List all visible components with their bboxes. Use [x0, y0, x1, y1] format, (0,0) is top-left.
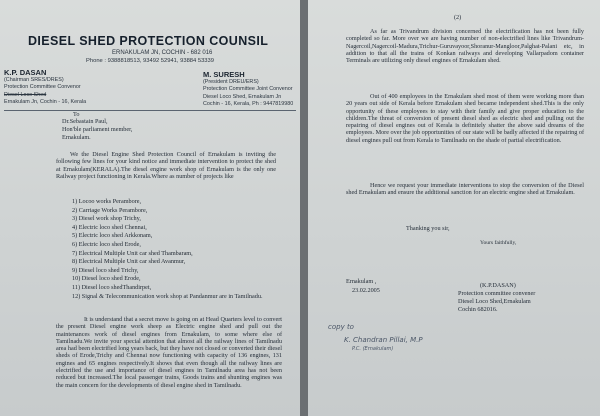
left-contact-block — [4, 68, 86, 107]
letterhead-phone: Phone : 9388818513, 93492 52941, 93884 53339 — [86, 58, 214, 64]
left-contact-line3: Ernakulam Jn, Cochin - 16, Kerala — [4, 99, 87, 106]
intro-paragraph: We the Diesel Engine Shed Protection Council of Ernakulam is inviting the following few lines for your kind notice and immediate intervention to protect the shed at Ernakulam(KERALA).The diesel engine work shop of Ernakulam is the only one Railway project functioning in Kerala.Where as number of projects like — [56, 151, 276, 180]
date-line: 23.02.2005 — [352, 287, 380, 294]
signatory-line2: Diesel Loco Shed,Ernakulam — [458, 298, 531, 305]
electrification-paragraph: As far as Trivandrum division concerned the electrification has not been fully completed so far. More over we are having number of non-electrified lines like Trivandrum-Nagercoil,Nagercoil-Madura,Trichur-Guruvayoor,Shoranur-Mangloor,Palghat-Palani etc, in addition to that all the trains of Konkan railways and developing Vallarpadom container Terminals are utilizing only diesel engines of Ernakulam shed. — [346, 28, 584, 64]
employees-paragraph: Out of 400 employees in the Ernakulam shed most of them were working more than 20 years out side of Kerala before Ernakulam shed became independent shed.This is the only opportunity of these employees to stay with their family and give proper education to the children.The threat of conversion of present diesel shed as electric shed and pulling out the repairing of diesel engines out of Kerala is definitely shatter the above said dreams of the employees. More over the job opportunities of our state will be badly affected if the repairing of diesel engines pull out from Kerala to Tamilnadu on the shade of partial electrification. — [346, 93, 584, 144]
letterhead-title: DIESEL SHED PROTECTION COUNSIL — [28, 34, 269, 48]
page-number: (2) — [454, 14, 462, 21]
list-item: 4) Electric loco shed Chennai, — [72, 223, 147, 231]
list-item: 11) Diesel loco shedThandirpet, — [72, 283, 152, 291]
recipient-title: Hon'ble parliament member, — [62, 126, 133, 133]
right-contact-line2: Diesel Loco Shed, Ernakulam Jn — [203, 93, 282, 100]
letterhead-divider — [4, 110, 296, 111]
salutation-to: To — [73, 111, 80, 118]
right-contact-line3: Cochin - 16, Kerala, Ph : 9447819980 — [203, 101, 294, 108]
list-item: 6) Electric loco shed Erode, — [72, 240, 141, 248]
signatory-name: (K.P.DASAN) — [480, 282, 516, 289]
thanks-line: Thanking you sir, — [406, 225, 450, 232]
signatory-line3: Cochin 682016. — [458, 306, 498, 313]
copy-to-note: copy to — [328, 323, 354, 331]
list-item: 9) Diesel loco shed Trichy, — [72, 266, 139, 274]
copy-to-name: K. Chandran Pillai, M.P — [344, 336, 423, 344]
letter-page-2 — [308, 0, 600, 416]
list-item: 7) Electrical Multiple Unit car shed Thambaram, — [72, 249, 193, 257]
copy-to-sub: P.C. (Ernakulam) — [352, 346, 394, 352]
right-contact-block — [203, 70, 293, 109]
list-item: 3) Diesel work shop Trichy, — [72, 215, 141, 223]
right-contact-role: (President DREU/ERS) — [203, 79, 259, 85]
list-item: 12) Signal & Telecommunication work shop at Pandanmur are in Tamilnadu. — [72, 293, 263, 300]
list-item: 5) Electric loco shed Arkkonam, — [72, 232, 153, 240]
request-paragraph: Hence we request your immediate interventions to stop the conversion of the Diesel shed Ernakulam and ensure the additional sanction for an electric engine shed at Ernakulam. — [346, 182, 584, 197]
right-contact-line1: Protection Committee Joint Convenor — [203, 86, 293, 93]
left-contact-line2: Diesel Loco Shed — [4, 91, 47, 98]
signatory-line1: Protection committee convener — [458, 290, 536, 297]
letterhead-address: ERNAKULAM JN, COCHIN - 682 016 — [112, 50, 213, 56]
left-contact-name: K.P. DASAN — [4, 68, 47, 77]
list-item: 8) Electrical Multiple Unit car shed Avanmur, — [72, 258, 186, 266]
closing-line: Yours faithfully, — [480, 240, 517, 246]
list-item: 10) Diesel loco shed Erode, — [72, 275, 141, 283]
left-contact-role: (Chairman SRES/DRES) — [4, 77, 64, 83]
recipient-name: Dr.Sebastain Paul, — [62, 118, 108, 125]
recipient-place: Ernakulam. — [62, 134, 91, 141]
left-contact-line1: Protection Committee Convenor — [4, 84, 81, 91]
place-line: Ernakulam , — [346, 278, 377, 285]
conversion-paragraph: It is understand that a secret move is going on at Head Quarters level to convert the present Diesel engine work sheep as Electric engine shed and pull out the maintenances work of diesel engines from Ernakulam, to some where else of Tamilnadu.We invite your special attention that almost all the railway lines of Tamilnadu area had been electrified long years back, but they have not closed or converted their diesel sheds of Erode,Trichy and Chennai now functioning with capacity of 136 engines, 131 engines and 65 engines respectively.It shows that even though all the railway lines are electrified the use and importance of diesel engines in Tamilnadu area has not been reduced but increased.The local passenger trains, Goods trains and shunting engines was the main concern for the developments of diesel engine shed in Tamilnadu. — [56, 316, 282, 389]
list-item: 2) Carriage Works Perambore, — [72, 206, 148, 214]
right-contact-name: M. SURESH — [203, 70, 245, 79]
projects-list — [72, 198, 193, 293]
list-item: 1) Locoo works Perambore, — [72, 198, 142, 205]
